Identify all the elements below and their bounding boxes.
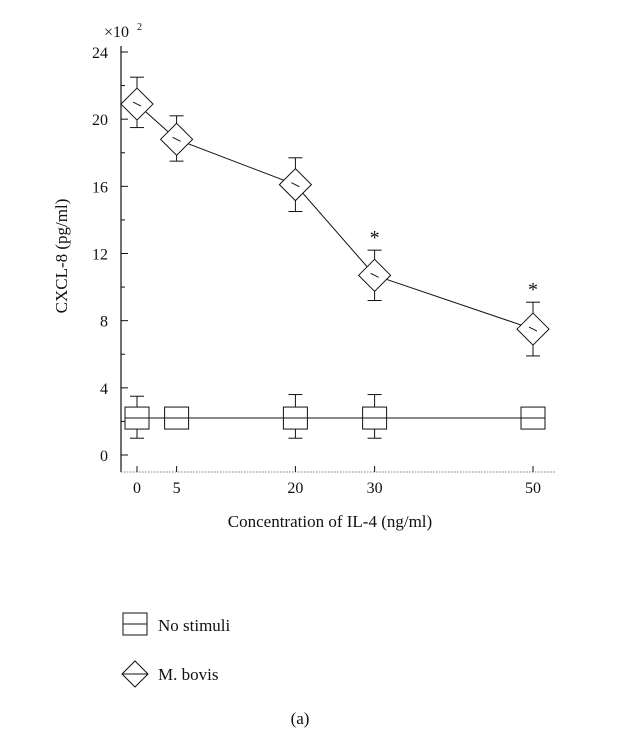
y-tick-label: 24 bbox=[92, 45, 108, 62]
x-tick-label: 5 bbox=[172, 480, 181, 497]
legend-item-m-bovis bbox=[122, 661, 218, 687]
legend-diamond-marker bbox=[122, 661, 148, 687]
y-tick-label: 16 bbox=[92, 179, 108, 197]
y-axis-title: CXCL-8 (pg/ml) bbox=[52, 198, 71, 314]
y-tick-label: 4 bbox=[100, 380, 108, 398]
legend-square-marker bbox=[123, 613, 147, 635]
series-line bbox=[137, 104, 533, 329]
panel-label: (a) bbox=[290, 709, 310, 728]
significance-marker: * bbox=[528, 279, 538, 302]
legend bbox=[122, 613, 231, 687]
x-tick-label: 50 bbox=[525, 480, 541, 497]
series-no-stimuli bbox=[125, 395, 545, 439]
legend-label-no-stimuli: No stimuli bbox=[158, 616, 231, 635]
x-axis-title: Concentration of IL-4 (ng/ml) bbox=[227, 512, 433, 531]
series-m-bovis bbox=[121, 77, 549, 356]
y-ticks bbox=[92, 45, 128, 465]
y-tick-label: 12 bbox=[92, 246, 108, 264]
x-ticks bbox=[133, 466, 541, 497]
y-tick-label: 8 bbox=[100, 313, 108, 331]
x-tick-label: 20 bbox=[287, 480, 304, 497]
x-tick-label: 0 bbox=[133, 480, 141, 497]
y-multiplier-label: ×10 bbox=[104, 24, 130, 41]
x-tick-label: 30 bbox=[366, 480, 383, 497]
y-multiplier-exponent: 2 bbox=[137, 22, 142, 33]
y-tick-label: 20 bbox=[92, 112, 108, 130]
significance-marker: * bbox=[369, 227, 380, 250]
legend-label-m-bovis: M. bovis bbox=[158, 665, 219, 684]
legend-item-no-stimuli bbox=[123, 613, 231, 635]
y-tick-label: 0 bbox=[100, 448, 108, 465]
series-layer bbox=[121, 77, 549, 438]
